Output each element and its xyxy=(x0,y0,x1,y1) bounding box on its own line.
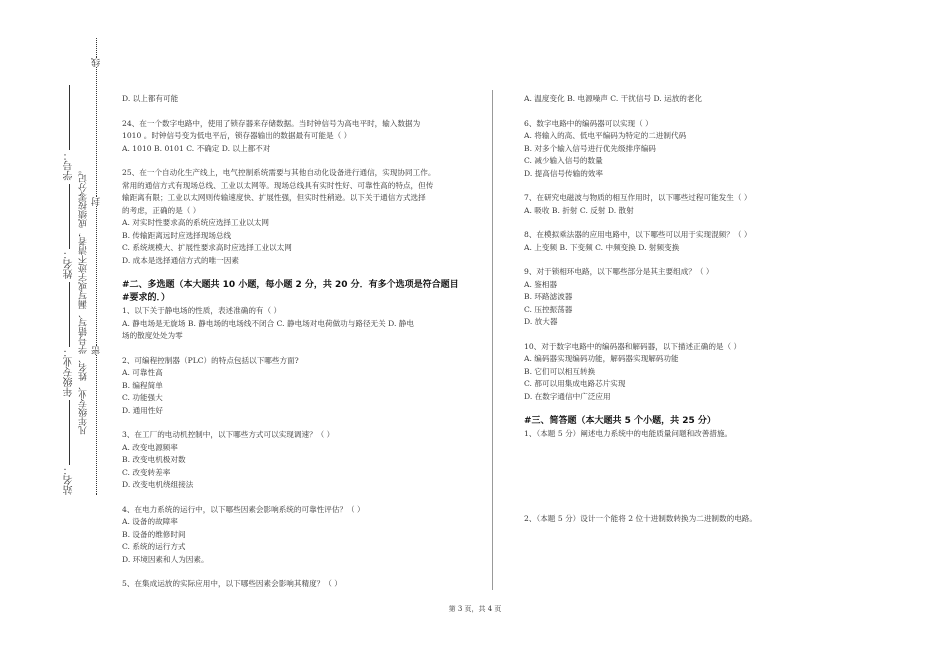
question-line: 常用的通信方式有现场总线、工业以太网等。现场总线具有实时性好、可靠性高的特点，但传 xyxy=(122,180,434,190)
question-line: C. 减少输入信号的数量 xyxy=(524,156,603,165)
page-number: 第 3 页，共 4 页 xyxy=(448,605,502,613)
question-line: 输距离有限；工业以太网则传输速度快、扩展性强，但实时性稍逊。以下关于通信方式选择 xyxy=(122,193,426,202)
question-line: 2、（本题 5 分）设计一个能将 2 位十进制数转换为二进制数的电路。 xyxy=(524,513,757,523)
question-line: B. 改变电机极对数 xyxy=(122,455,186,464)
blank-line xyxy=(524,403,844,415)
seal-char-mi: 密 xyxy=(92,346,102,355)
station-label: 站名： xyxy=(64,465,75,495)
question-line: A. 设备的故障率 xyxy=(122,517,178,526)
seal-char-feng: 封 xyxy=(92,197,102,206)
blank-line xyxy=(122,155,482,167)
question-line: A. 1010 B. 0101 C. 不确定 D. 以上都不对 xyxy=(122,143,271,153)
question-line: 10、对于数字电路中的编码器和解码器，以下描述正确的是（ ） xyxy=(524,341,742,351)
blank-line xyxy=(524,329,844,341)
blank-line xyxy=(122,106,482,118)
binding-notice: 凡年级专业、姓名、学号错写、漏写或字迹不清者，成绩按零分记。 xyxy=(79,165,89,435)
question-line: A. 静电场是无旋场 B. 静电场的电场线不闭合 C. 静电场对电荷做功与路径无关 D. 静电 xyxy=(122,318,414,328)
question-line: 5、在集成运放的实际应用中，以下哪些因素会影响其精度？（ ） xyxy=(122,579,342,588)
question-line: 25、在一个自动化生产线上，电气控制系统需要与其他自动化设备进行通信，实现协同工作。 xyxy=(122,168,436,177)
section-heading: #三、简答题（本大题共 5 个小题，共 25 分） xyxy=(524,416,716,426)
blank-line xyxy=(122,343,482,355)
question-line: D. 放大器 xyxy=(524,317,558,326)
blank-line xyxy=(524,453,844,465)
blank-line xyxy=(122,417,482,429)
question-line: D. 提高信号传输的效率 xyxy=(524,168,603,178)
question-line: B. 设备的维修时间 xyxy=(122,529,186,539)
question-line: 2、可编程控制器（PLC）的特点包括以下哪些方面? xyxy=(122,355,299,365)
question-line: C. 都可以用集成电路芯片实现 xyxy=(524,379,626,388)
question-line: 3、在工厂的电动机控制中，以下哪些方式可以实现调速？（ ） xyxy=(122,430,335,439)
question-line: 的考虑，正确的是（ ） xyxy=(122,205,201,215)
question-line: C. 功能强大 xyxy=(122,393,163,402)
question-line: 1、以下关于静电场的性质，表述准确的有（ ） xyxy=(122,306,282,315)
blank-line xyxy=(524,254,844,266)
blank-line xyxy=(524,465,844,477)
blank-line xyxy=(524,489,844,501)
blank-line xyxy=(524,217,844,229)
blank-line xyxy=(122,267,482,279)
question-line: D. 以上都有可能 xyxy=(122,94,179,103)
question-line: B. 传输距离远时应选择现场总线 xyxy=(122,230,232,240)
question-line: 4、在电力系统的运行中，以下哪些因素会影响系统的可靠性评估？（ ） xyxy=(122,504,365,514)
question-line: B. 编程简单 xyxy=(122,380,163,390)
question-line: 24、在一个数字电路中，使用了锁存器来存储数据。当时钟信号为高电平时，输入数据为 xyxy=(122,118,421,128)
question-line: A. 可靠性高 xyxy=(122,368,163,377)
question-line: A. 上变频 B. 下变频 C. 中频变换 D. 射频变换 xyxy=(524,242,680,252)
question-line: B. 环路滤波器 xyxy=(524,292,573,301)
question-line: C. 改变转差率 xyxy=(122,467,171,477)
section-heading: #二、多选题（本大题共 10 小题，每小题 2 分，共 20 分．有多个选项是符合题目 xyxy=(122,280,459,290)
blank-line xyxy=(524,477,844,489)
question-line: B. 对多个输入信号进行优先级排序编码 xyxy=(524,143,656,153)
question-line: 1、（本题 5 分）阐述电力系统中的电能质量问题和改善措施。 xyxy=(524,429,733,438)
blank-line xyxy=(524,180,844,192)
question-line: 7、在研究电磁波与物质的相互作用时，以下哪些过程可能发生（ ） xyxy=(524,193,752,202)
question-line: 1010 。时钟信号变为低电平后，锁存器输出的数据最有可能是（ ） xyxy=(122,131,352,140)
seal-char-xian: 线 xyxy=(92,58,102,67)
question-line: A. 吸收 B. 折射 C. 反射 D. 散射 xyxy=(524,205,634,215)
question-line: D. 在数字通信中广泛应用 xyxy=(524,391,611,401)
name-label: 姓名： xyxy=(64,248,75,279)
question-line: A. 改变电源频率 xyxy=(122,442,178,452)
question-line: 6、数字电路中的编码器可以实现（ ） xyxy=(524,118,653,128)
section-heading: #要求的．） xyxy=(122,293,171,303)
question-line: 8、在模拟乘法器的应用电路中，以下哪些可以用于实现混频？（ ） xyxy=(524,230,752,239)
seal-line xyxy=(90,35,103,495)
question-line: A. 编码器实现编码功能，解码器实现解码功能 xyxy=(524,354,679,363)
question-line: 场的散度处处为零 xyxy=(122,331,183,340)
right-column xyxy=(524,93,844,525)
question-line: B. 它们可以相互转换 xyxy=(524,366,596,376)
blank-line xyxy=(122,492,482,504)
blank-line xyxy=(524,106,844,118)
blank-line xyxy=(122,566,482,578)
grade-major-label: 年级专业： xyxy=(64,346,75,397)
question-line: A. 鉴相器 xyxy=(524,279,558,289)
question-line: C. 系统的运行方式 xyxy=(122,542,186,551)
question-line: C. 系统规模大、扩展性要求高时应选择工业以太网 xyxy=(122,243,292,252)
question-line: A. 温度变化 B. 电源噪声 C. 干扰信号 D. 运放的老化 xyxy=(524,94,703,103)
question-line: A. 对实时性要求高的系统应选择工业以太网 xyxy=(122,218,269,227)
blank-line xyxy=(524,441,844,453)
blank-line xyxy=(524,501,844,513)
left-column xyxy=(122,93,482,591)
column-divider xyxy=(492,90,493,590)
question-line: D. 通用性好 xyxy=(122,405,164,415)
student-info-fields xyxy=(62,35,77,495)
question-line: D. 改变电机绕组接法 xyxy=(122,480,194,489)
student-id-label: 学号： xyxy=(64,150,75,181)
question-line: C. 压控振荡器 xyxy=(524,304,573,314)
question-line: 9、对于锁相环电路，以下哪些部分是其主要组成？（ ） xyxy=(524,267,714,276)
question-line: A. 将输入的高、低电平编码为特定的二进制代码 xyxy=(524,131,687,140)
question-line: D. 环境因素和人为因素。 xyxy=(122,554,209,564)
question-line: D. 成本是选择通信方式的唯一因素 xyxy=(122,255,239,265)
